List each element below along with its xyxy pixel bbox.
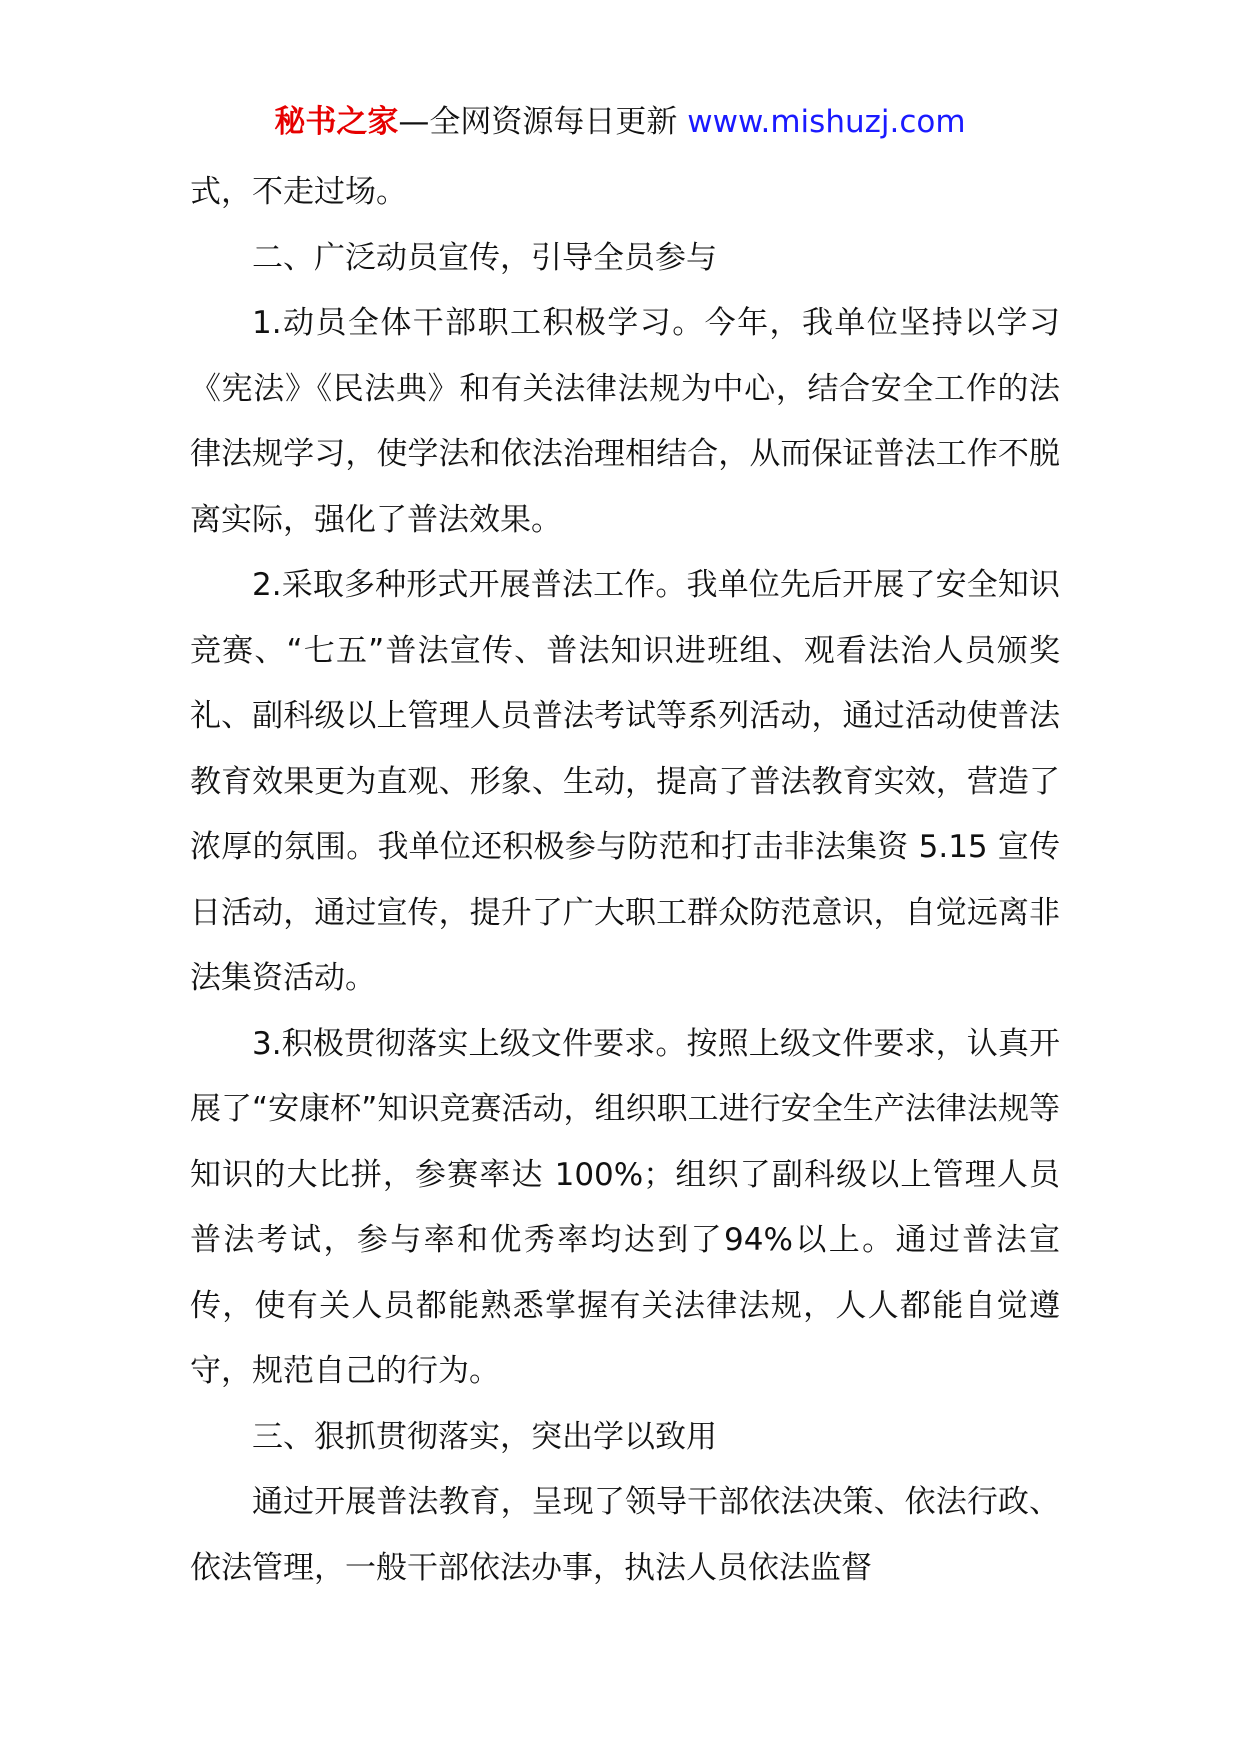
page-header (0, 100, 1240, 144)
paragraph-continuation: 式，不走过场。 (190, 174, 407, 210)
website-url[interactable]: www.mishuzj.com (687, 104, 966, 140)
header-slogan: —全网资源每日更新 (398, 104, 688, 140)
section-heading-2: 二、广泛动员宣传，引导全员参与 (252, 239, 717, 276)
paragraph-4: 通过开展普法教育，呈现了领导干部依法决策、依法行政、依法管理，一般干部依法办事，执法人员依法监督 (190, 1484, 1060, 1586)
brand-name: 秘书之家 (274, 104, 399, 140)
paragraph-3: 3.积极贯彻落实上级文件要求。按照上级文件要求，认真开展了“安康杯”知识竞赛活动，组织职工进行安全生产法律法规等知识的大比拼，参赛率达 100%；组织了副科级以上管理人员普法考试，参与率和优秀率均达到了94%以上。通过普法宣传，使有关人员都能熟悉掌握有关法律法规，人人都能自觉遵守，规范自己的行为。 (190, 1025, 1060, 1389)
section-heading-3: 三、狠抓贯彻落实，突出学以致用 (252, 1418, 717, 1455)
document-body (190, 160, 1060, 1601)
paragraph-2: 2.采取多种形式开展普法工作。我单位先后开展了安全知识竞赛、“七五”普法宣传、普法知识进班组、观看法治人员颁奖礼、副科级以上管理人员普法考试等系列活动，通过活动使普法教育效果更为直观、形象、生动，提高了普法教育实效，营造了浓厚的氛围。我单位还积极参与防范和打击非法集资 5.15 宣传日活动，通过宣传，提升了广大职工群众防范意识，自觉远离非法集资活动。 (190, 567, 1060, 996)
paragraph-1: 1.动员全体干部职工积极学习。今年，我单位坚持以学习《宪法》《民法典》和有关法律法规为中心，结合安全工作的法律法规学习，使学法和依法治理相结合，从而保证普法工作不脱离实际，强化了普法效果。 (190, 305, 1060, 538)
